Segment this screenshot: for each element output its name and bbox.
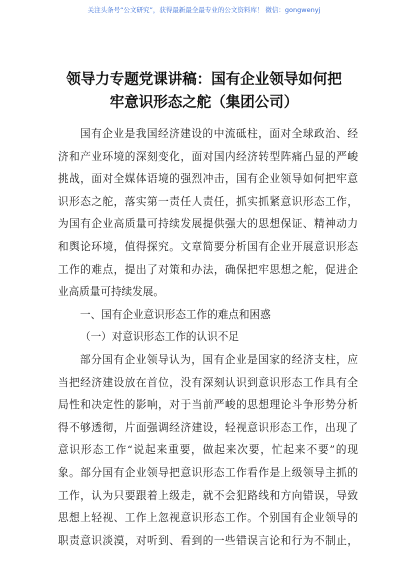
body-line: 思想上轻视、工作上忽视意识形态工作。个别国有企业领导的 [58, 512, 358, 525]
body-line: 工作的难点，提出了对策和办法，确保把牢思想之舵，促进企 [58, 263, 358, 276]
body-line: 挑战，面对全媒体语境的强烈冲击，国有企业领导如何把牢意 [58, 173, 358, 186]
body-line: 职责意识淡漠，对听到、看到的一些错误言论和行为不制止， [58, 534, 358, 547]
body-line: 识形态之舵，落实第一责任人责任，抓实抓紧意识形态工作， [58, 195, 358, 208]
document-body [58, 123, 358, 552]
body-line: 济和产业环境的深刻变化，面对国内经济转型阵痛凸显的严峻 [58, 150, 358, 163]
title-line: 牢意识形态之舵（集团公司） [109, 93, 299, 111]
body-line: 得不够透彻，片面强调经济建设，轻视意识形态工作，出现了 [58, 421, 358, 434]
body-line: 业高质量可持续发展。 [58, 286, 164, 299]
subsection-heading: （一）对意识形态工作的认识不足 [80, 331, 239, 344]
body-line: 部分国有企业领导认为，国有企业是国家的经济支柱，应 [80, 353, 358, 366]
body-line: 当把经济建设放在首位，没有深刻认识到意识形态工作具有全 [58, 376, 358, 389]
body-line: 工作，认为只要跟着上级走，就不会犯路线和方向错误，导致 [58, 489, 358, 502]
body-line: 为国有企业高质量可持续发展提供强大的思想保证、精神动力 [58, 218, 358, 231]
body-line: 和舆论环境，值得探究。文章简要分析国有企业开展意识形态 [58, 240, 358, 253]
section-heading: 一、国有企业意识形态工作的难点和困惑 [80, 308, 271, 321]
body-line: 意识形态工作“说起来重要，做起来次要，忙起来不要”的现 [58, 444, 358, 457]
title-line: 领导力专题党课讲稿：国有企业领导如何把 [66, 71, 342, 88]
document-title [46, 68, 362, 113]
body-line: 象。部分国有企业领导把意识形态工作看作是上级领导主抓的 [58, 466, 358, 479]
header-banner[interactable]: 关注头条号“公文研究”，获得最新最全最专业的公文资料库！ 微信：gongwenyj [87, 6, 321, 14]
body-line: 局性和决定性的影响，对于当前严峻的思想理论斗争形势分析 [58, 399, 358, 412]
body-line: 国有企业是我国经济建设的中流砥柱，面对全球政治、经 [80, 128, 358, 140]
